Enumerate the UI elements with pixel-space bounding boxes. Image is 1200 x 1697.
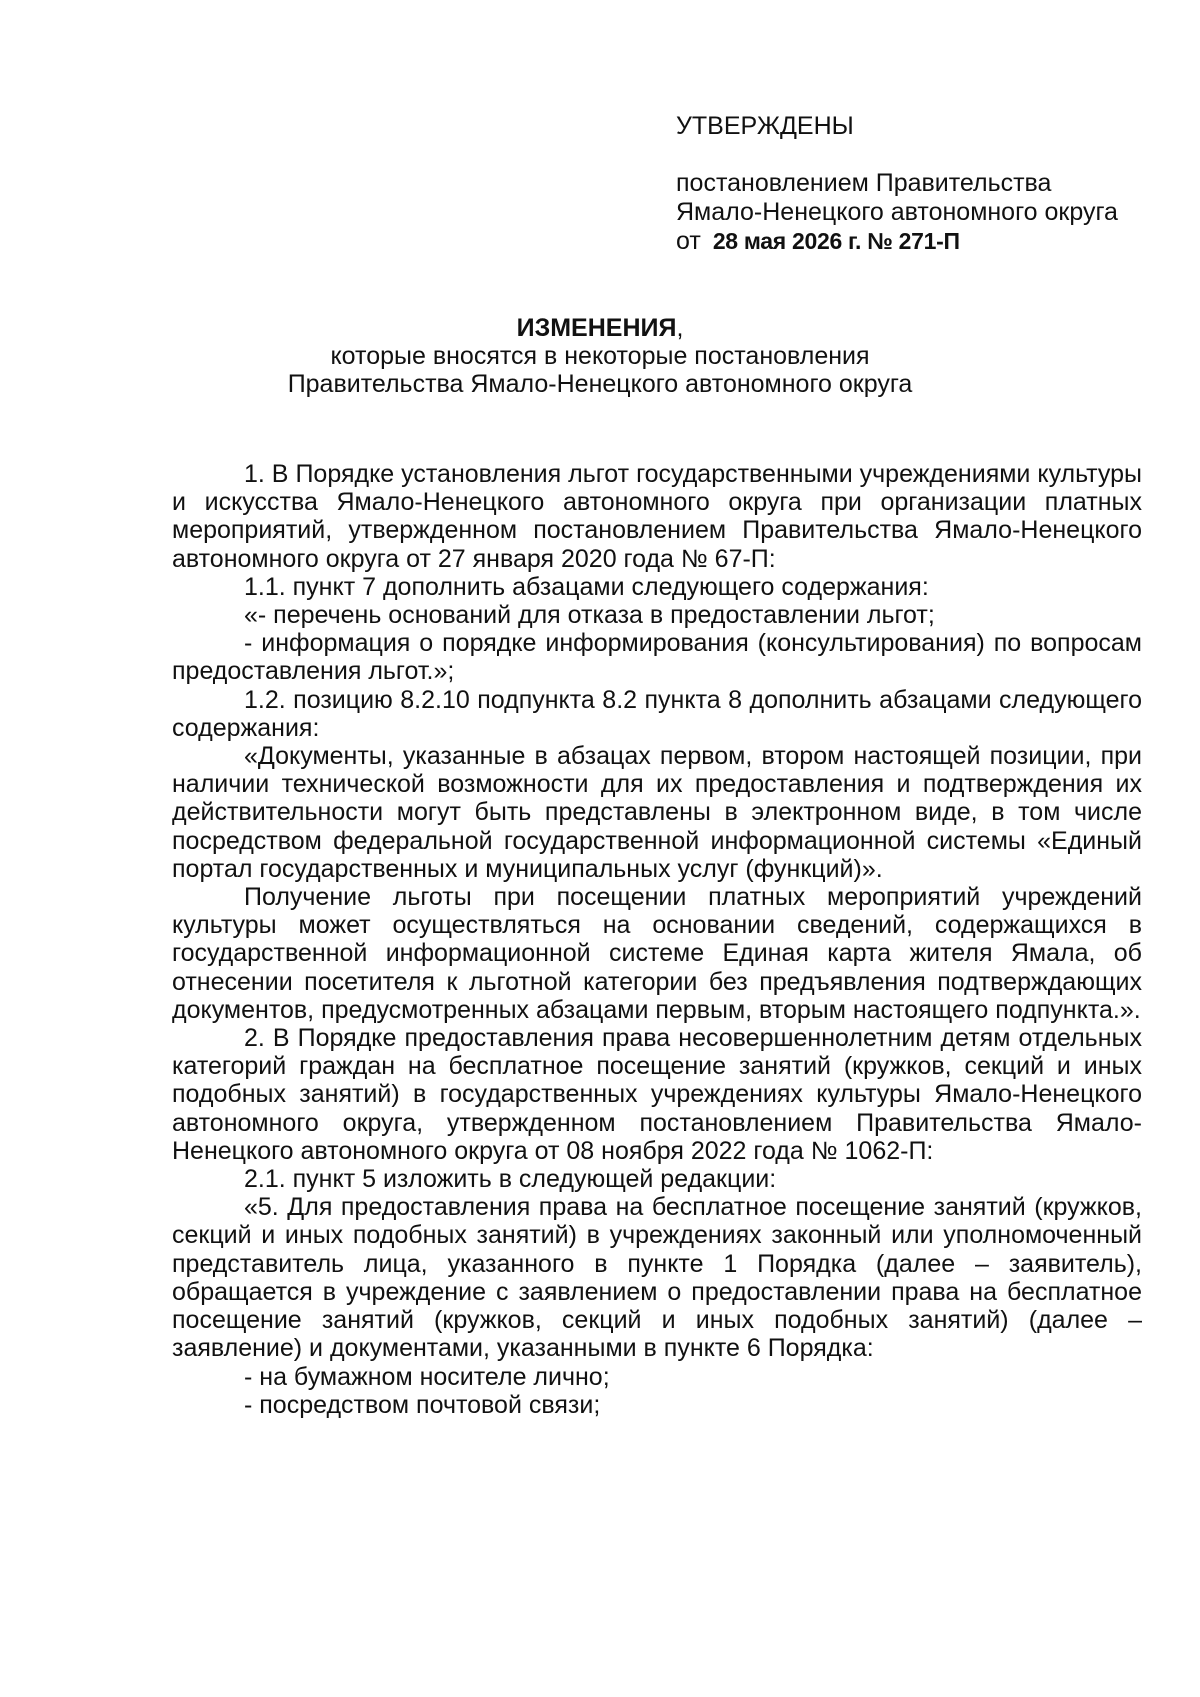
paragraph: 1.2. позицию 8.2.10 подпункта 8.2 пункта 8 дополнить абзацами следующего содержания: <box>172 685 1142 742</box>
title-line-2: которые вносятся в некоторые постановления <box>330 342 870 370</box>
paragraph: «Документы, указанные в абзацах первом, втором настоящей позиции, при наличии технической возможности для их предоставления и подтверждения их действительности могут быть представлены в электронном виде, в том числе посредством федеральной государственной информационной системы «Единый портал государственных и муниципальных услуг (функций)». <box>172 742 1142 883</box>
paragraph: 1. В Порядке установления льгот государственными учреждениями культуры и искусства Ямало-Ненецкого автономного округа при организации платных мероприятий, утвержденном постановлением Правительства Ямало-Ненецкого автономного округа от 27 января 2020 года № 67-П: <box>172 460 1142 573</box>
title-word: ИЗМЕНЕНИЯ <box>516 314 677 342</box>
approval-block <box>676 112 1156 256</box>
title-line-1 <box>0 314 1200 342</box>
paragraph: 2.1. пункт 5 изложить в следующей редакции: <box>244 1165 777 1194</box>
paragraph: «- перечень оснований для отказа в предоставлении льгот; <box>244 601 935 630</box>
paragraph: 2. В Порядке предоставления права несовершеннолетним детям отдельных категорий граждан на бесплатное посещение занятий (кружков, секций и иных подобных занятий) в государственных учреждениях культуры Ямало-Ненецкого автономного округа, утвержденном постановлением Правительства Ямало-Ненецкого автономного округа от 08 ноября 2022 года № 1062-П: <box>172 1024 1142 1165</box>
title-comma: , <box>676 314 684 342</box>
title-line-3: Правительства Ямало-Ненецкого автономного округа <box>287 370 913 398</box>
paragraph: 1.1. пункт 7 дополнить абзацами следующего содержания: <box>244 572 929 601</box>
document-body <box>172 460 1142 1419</box>
approval-date-line <box>676 227 1156 256</box>
approval-line-2: Ямало-Ненецкого автономного округа <box>676 198 1118 226</box>
approval-line-1: постановлением Правительства <box>676 169 1052 197</box>
date-stamp: 28 мая 2026 г. № 271-П <box>712 228 960 254</box>
paragraph: - посредством почтовой связи; <box>244 1390 601 1419</box>
paragraph: - на бумажном носителе лично; <box>244 1362 610 1391</box>
document-title <box>0 314 1200 398</box>
approval-heading: УТВЕРЖДЕНЫ <box>676 112 854 140</box>
date-prefix: от <box>676 227 701 255</box>
paragraph: «5. Для предоставления права на бесплатное посещение занятий (кружков, секций и иных подобных занятий) в учреждениях законный или уполномоченный представитель лица, указанного в пункте 1 Порядка (далее – заявитель), обращается в учреждение с заявлением о предоставлении права на бесплатное посещение занятий (кружков, секций и иных подобных занятий) (далее – заявление) и документами, указанными в пункте 6 Порядка: <box>172 1193 1142 1363</box>
paragraph: - информация о порядке информирования (консультирования) по вопросам предоставления льгот.»; <box>172 629 1142 686</box>
paragraph: Получение льготы при посещении платных мероприятий учреждений культуры может осуществляться на основании сведений, содержащихся в государственной информационной системе Единая карта жителя Ямала, об отнесении посетителя к льготной категории без предъявления подтверждающих документов, предусмотренных абзацами первым, вторым настоящего подпункта.». <box>172 883 1142 1024</box>
